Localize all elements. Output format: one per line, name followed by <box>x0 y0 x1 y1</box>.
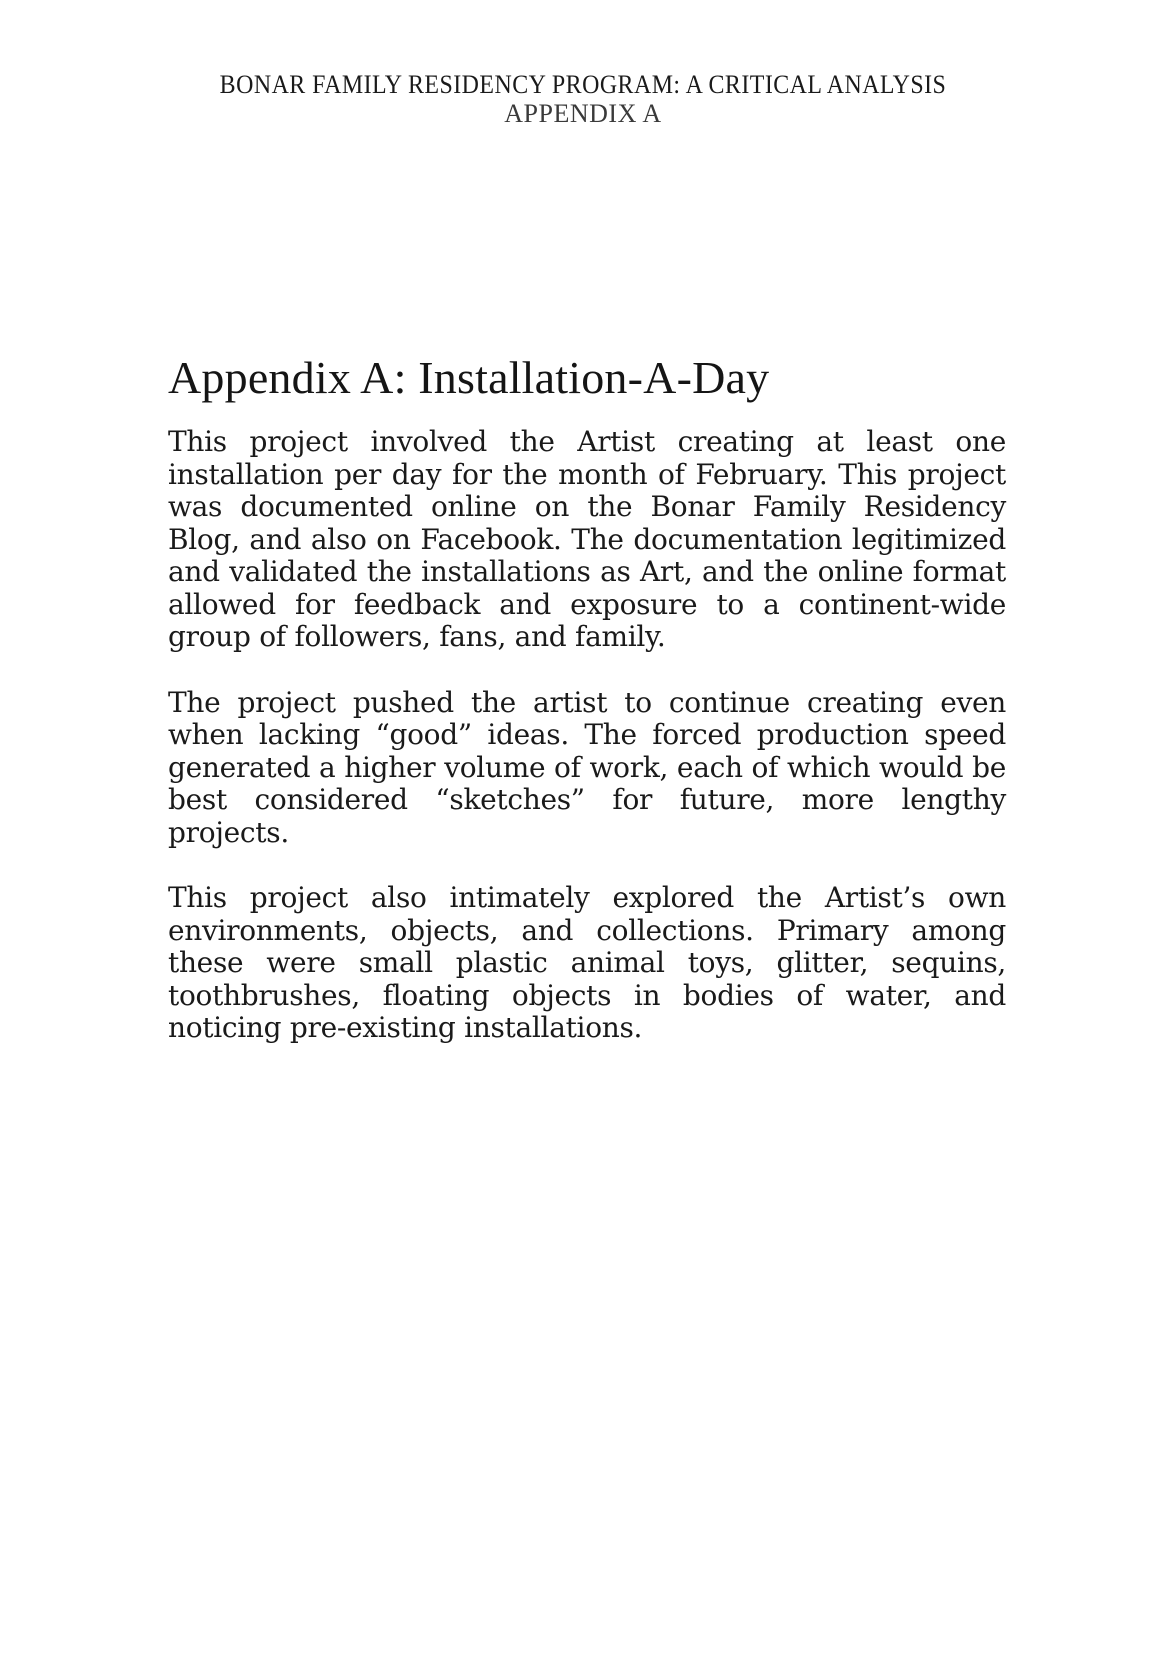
running-header <box>0 70 1166 128</box>
paragraph-1: This project involved the Artist creating at least one installation per day for the month of February. This project was documented online on the Bonar Family Residency Blog, and also on Facebook. The documentation legitimized and validated the installations as Art, and the online format allowed for feedback and exposure to a continent-wide group of followers, fans, and family. <box>168 425 1006 653</box>
paragraph-2: The project pushed the artist to continue creating even when lacking “good” ideas. The forced production speed generated a higher volume of work, each of which would be best considered “sketches” for future, more lengthy projects. <box>168 685 1006 849</box>
paragraph-3: This project also intimately explored the Artist’s own environments, objects, and collections. Primary among these were small plastic animal toys, glitter, sequins, toothbrushes, floating objects in bodies of water, and noticing pre-existing installations. <box>168 881 1006 1044</box>
running-header-title: BONAR FAMILY RESIDENCY PROGRAM: A CRITICAL ANALYSIS <box>219 70 947 99</box>
running-header-section: APPENDIX A <box>504 99 662 128</box>
appendix-heading: Appendix A: Installation-A-Day <box>168 352 770 403</box>
main-content <box>168 350 1006 1078</box>
